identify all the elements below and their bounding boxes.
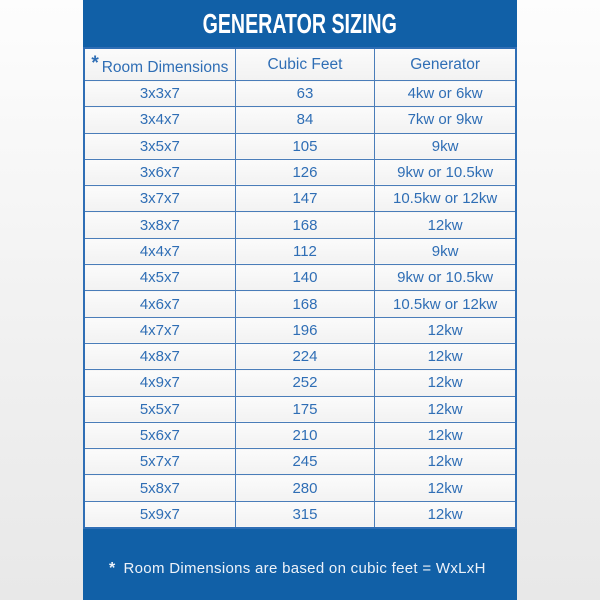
table-row — [84, 238, 516, 264]
table-cell: 168 — [235, 291, 375, 317]
table-row — [84, 475, 516, 501]
table-row — [84, 449, 516, 475]
table-cell: 3x6x7 — [84, 159, 235, 185]
table-cell: 12kw — [375, 449, 516, 475]
table-cell: 12kw — [375, 212, 516, 238]
column-header-cubic-feet — [235, 48, 375, 81]
table-row — [84, 343, 516, 369]
table-cell: 210 — [235, 422, 375, 448]
table-cell: 3x8x7 — [84, 212, 235, 238]
table-cell: 9kw — [375, 133, 516, 159]
table-row — [84, 107, 516, 133]
table-cell: 147 — [235, 186, 375, 212]
table-cell: 12kw — [375, 501, 516, 528]
table-cell: 4x6x7 — [84, 291, 235, 317]
generator-sizing-panel — [83, 0, 517, 600]
table-cell: 12kw — [375, 422, 516, 448]
table-cell: 3x7x7 — [84, 186, 235, 212]
column-header-label: Room Dimensions — [101, 58, 229, 76]
table-row — [84, 186, 516, 212]
table-cell: 5x5x7 — [84, 396, 235, 422]
table-cell: 245 — [235, 449, 375, 475]
table-cell: 4x4x7 — [84, 238, 235, 264]
page-title: GENERATOR SIZING — [202, 7, 398, 39]
table-cell: 5x9x7 — [84, 501, 235, 528]
table-cell: 252 — [235, 370, 375, 396]
table-cell: 7kw or 9kw — [375, 107, 516, 133]
table-cell: 10.5kw or 12kw — [375, 291, 516, 317]
table-cell: 5x6x7 — [84, 422, 235, 448]
table-row — [84, 291, 516, 317]
table-cell: 4x7x7 — [84, 317, 235, 343]
table-cell: 9kw or 10.5kw — [375, 159, 516, 185]
column-header-generator — [375, 48, 516, 81]
table-cell: 3x3x7 — [84, 81, 235, 107]
table-cell: 4kw or 6kw — [375, 81, 516, 107]
table-cell: 126 — [235, 159, 375, 185]
footnote-text: Room Dimensions are based on cubic feet = WxLxH — [123, 560, 486, 577]
table-cell: 280 — [235, 475, 375, 501]
generator-sizing-table — [83, 47, 517, 529]
column-header-room-dimensions — [84, 48, 235, 81]
table-cell: 4x8x7 — [84, 343, 235, 369]
column-header-label: Cubic Feet — [267, 55, 343, 73]
table-cell: 12kw — [375, 396, 516, 422]
table-body — [84, 81, 516, 529]
table-cell: 168 — [235, 212, 375, 238]
table-row — [84, 422, 516, 448]
table-cell: 3x5x7 — [84, 133, 235, 159]
table-header-row — [84, 48, 516, 81]
table-row — [84, 133, 516, 159]
table-cell: 4x9x7 — [84, 370, 235, 396]
table-cell: 12kw — [375, 475, 516, 501]
table-cell: 12kw — [375, 370, 516, 396]
table-cell: 9kw — [375, 238, 516, 264]
table-row — [84, 370, 516, 396]
table-cell: 5x8x7 — [84, 475, 235, 501]
table-row — [84, 265, 516, 291]
table-cell: 196 — [235, 317, 375, 343]
table-cell: 10.5kw or 12kw — [375, 186, 516, 212]
table-cell: 12kw — [375, 317, 516, 343]
table-row — [84, 81, 516, 107]
table-cell: 3x4x7 — [84, 107, 235, 133]
table-cell: 9kw or 10.5kw — [375, 265, 516, 291]
column-header-label: Generator — [410, 55, 480, 73]
footnote — [83, 537, 517, 600]
title-band — [83, 0, 517, 47]
table-cell: 112 — [235, 238, 375, 264]
table-row — [84, 212, 516, 238]
table-row — [84, 159, 516, 185]
table-cell: 140 — [235, 265, 375, 291]
table-cell: 63 — [235, 81, 375, 107]
table-cell: 224 — [235, 343, 375, 369]
table-row — [84, 317, 516, 343]
table-cell: 105 — [235, 133, 375, 159]
table-cell: 12kw — [375, 343, 516, 369]
table-cell: 4x5x7 — [84, 265, 235, 291]
table-cell: 84 — [235, 107, 375, 133]
table-cell: 5x7x7 — [84, 449, 235, 475]
table-row — [84, 396, 516, 422]
table-cell: 175 — [235, 396, 375, 422]
asterisk-icon: * — [91, 52, 99, 74]
table-row — [84, 501, 516, 528]
table-cell: 315 — [235, 501, 375, 528]
asterisk-icon: * — [109, 559, 116, 577]
